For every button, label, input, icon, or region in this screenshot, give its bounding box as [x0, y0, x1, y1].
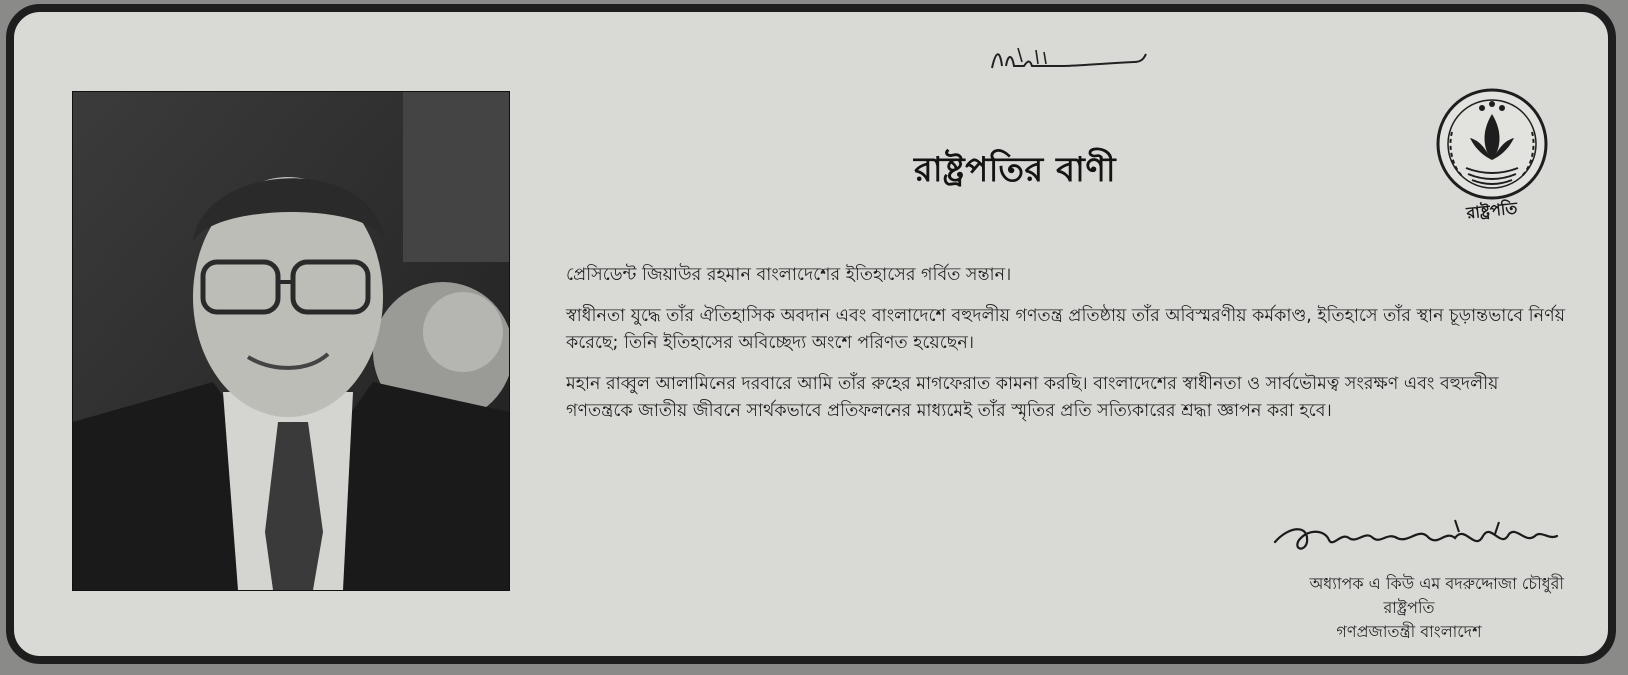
emblem [1430, 86, 1554, 246]
signatory-title: রাষ্ট্রপতি [1383, 598, 1435, 617]
emblem-caption: রাষ্ট্রপতি [1465, 198, 1519, 223]
signatory-name: অধ্যাপক এ কিউ এম বদরুদ্দোজা চৌধুরী [1309, 574, 1564, 593]
handwritten-signature-icon [1269, 512, 1569, 562]
message-frame [6, 4, 1616, 664]
portrait-photo [72, 91, 510, 591]
bismillah-calligraphy-icon [984, 40, 1164, 80]
message-paragraph: মহান রাব্বুল আলামিনের দরবারে আমি তাঁর রুহের মাগফেরাত কামনা করছি। বাংলাদেশের স্বাধীনতা ও সার্বভৌমত্ব সংরক্ষণ এবং বহুদলীয় গণতন্ত্রকে জাতীয় জীবনে সার্থকভাবে প্রতিফলনের মাধ্যমেই তাঁর স্মৃতির প্রতি সত্যিকারের শ্রদ্ধা জ্ঞাপন করা হবে। [566, 374, 1499, 421]
bangladesh-emblem-icon [1430, 86, 1554, 202]
portrait-photo-icon [73, 92, 509, 590]
message-paragraph: স্বাধীনতা যুদ্ধে তাঁর ঐতিহাসিক অবদান এবং বাংলাদেশে বহুদলীয় গণতন্ত্র প্রতিষ্ঠায় তাঁর অবিস্মরণীয় কর্মকাণ্ড, ইতিহাসে তাঁর স্থান চূড়ান্তভাবে নির্ণয় করেছে; তিনি ইতিহাসের অবিচ্ছেদ্য অংশে পরিণত হয়েছেন। [566, 306, 1566, 353]
page-title: রাষ্ট্রপতির বাণী [914, 150, 1117, 190]
signatory-country: গণপ্রজাতন্ত্রী বাংলাদেশ [1336, 622, 1482, 641]
signatory-block [1254, 572, 1564, 644]
message-body [566, 262, 1566, 439]
message-paragraph: প্রেসিডেন্ট জিয়াউর রহমান বাংলাদেশের ইতিহাসের গর্বিত সন্তান। [566, 265, 1012, 285]
